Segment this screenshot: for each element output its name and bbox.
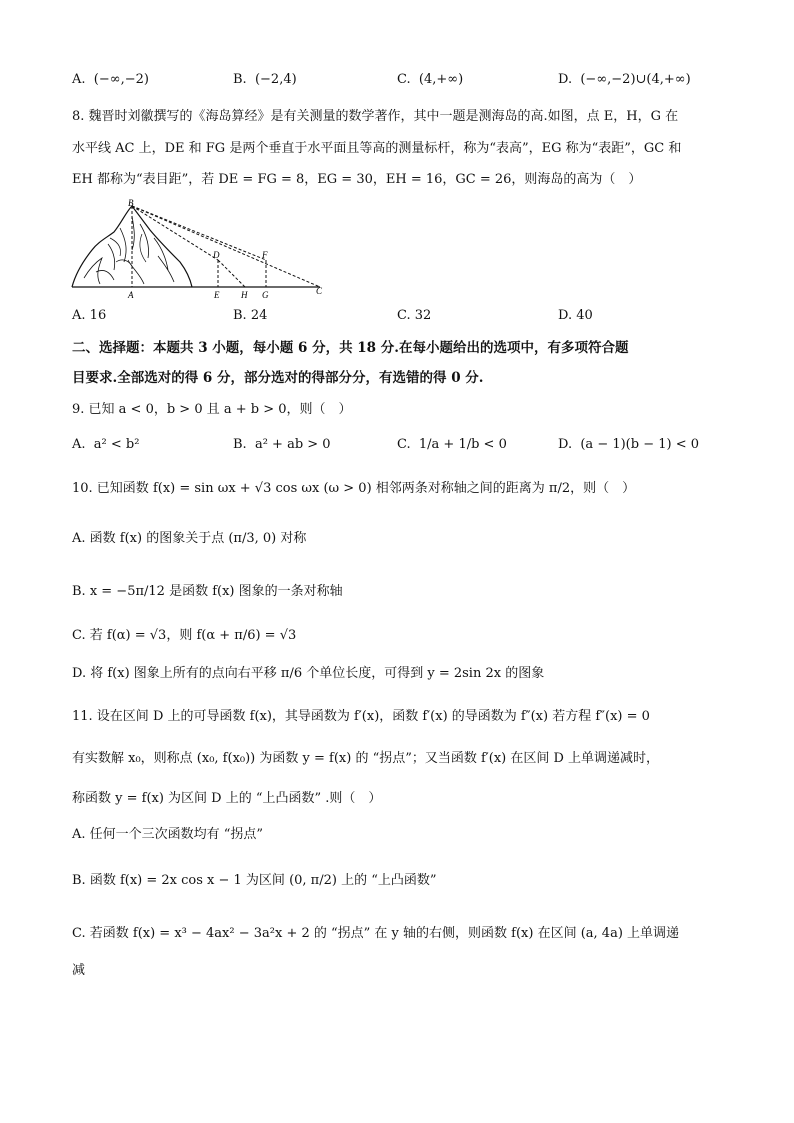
- q8-option-b: B. 24: [233, 308, 268, 323]
- q8-option-a: A. 16: [72, 308, 107, 323]
- q11-option-c-line2: 减: [72, 963, 86, 978]
- label-h: H: [241, 290, 248, 300]
- q7-option-c: C. (4,+∞): [397, 72, 464, 87]
- section2-heading-line1: 二、选择题：本题共 3 小题，每小题 6 分，共 18 分.在每小题给出的选项中，有多项符合题: [72, 340, 629, 356]
- q11-option-c-line1: C. 若函数 f(x) = x³ − 4ax² − 3a²x + 2 的 “拐点” 在 y 轴的右侧，则函数 f(x) 在区间 (a, 4a) 上单调递: [72, 926, 680, 941]
- q9-option-b: B. a² + ab > 0: [233, 437, 331, 452]
- label-f: F: [262, 250, 268, 260]
- q10-option-b: B. x = −5π/12 是函数 f(x) 图象的一条对称轴: [72, 584, 343, 599]
- q9-option-d: D. (a − 1)(b − 1) < 0: [558, 437, 700, 452]
- q8-stem-line2: 水平线 AC 上，DE 和 FG 是两个垂直于水平面且等高的测量标杆，称为“表高”，EG 称为“表距”，GC 和: [72, 141, 682, 156]
- q7-option-a: A. (−∞,−2): [72, 72, 149, 87]
- q10-option-c: C. 若 f(α) = √3，则 f(α + π/6) = √3: [72, 628, 297, 643]
- label-a: A: [128, 290, 134, 300]
- label-e: E: [214, 290, 220, 300]
- q10-option-d: D. 将 f(x) 图象上所有的点向右平移 π/6 个单位长度，可得到 y = 2sin 2x 的图象: [72, 666, 545, 681]
- q8-stem-line3: EH 都称为“表目距”，若 DE = FG = 8，EG = 30，EH = 16，GC = 26，则海岛的高为（ ）: [72, 172, 642, 187]
- label-g: G: [262, 290, 269, 300]
- q10-option-a: A. 函数 f(x) 的图象关于点 (π/3, 0) 对称: [72, 531, 307, 546]
- section2-heading-line2: 目要求.全部选对的得 6 分，部分选对的得部分分，有选错的得 0 分.: [72, 370, 484, 386]
- q8-stem-line1: 8. 魏晋时刘徽撰写的《海岛算经》是有关测量的数学著作，其中一题是测海岛的高.如图，点 E，H，G 在: [72, 109, 679, 124]
- island-figure: [70, 198, 332, 300]
- q11-option-a: A. 任何一个三次函数均有 “拐点”: [72, 827, 264, 842]
- label-b: B: [128, 198, 134, 208]
- q11-stem-line3: 称函数 y = f(x) 为区间 D 上的 “上凸函数” .则（ ）: [72, 791, 382, 806]
- label-d: D: [213, 250, 220, 260]
- q10-stem: 10. 已知函数 f(x) = sin ωx + √3 cos ωx (ω > 0) 相邻两条对称轴之间的距离为 π/2，则（ ）: [72, 481, 636, 496]
- q11-stem-line2: 有实数解 x₀，则称点 (x₀, f(x₀)) 为函数 y = f(x) 的 “拐点”；又当函数 f′(x) 在区间 D 上单调递减时，: [72, 751, 660, 766]
- q8-option-c: C. 32: [397, 308, 432, 323]
- q11-stem-line1: 11. 设在区间 D 上的可导函数 f(x)，其导函数为 f′(x)，函数 f′(x) 的导函数为 f″(x) 若方程 f″(x) = 0: [72, 709, 650, 724]
- q9-stem: 9. 已知 a < 0，b > 0 且 a + b > 0，则（ ）: [72, 402, 352, 417]
- q9-option-a: A. a² < b²: [72, 437, 140, 452]
- q9-option-c: C. 1/a + 1/b < 0: [397, 437, 507, 452]
- q7-option-b: B. (−2,4): [233, 72, 297, 87]
- label-c: C: [316, 286, 323, 296]
- q7-option-d: D. (−∞,−2)∪(4,+∞): [558, 72, 691, 87]
- q11-option-b: B. 函数 f(x) = 2x cos x − 1 为区间 (0, π/2) 上的 “上凸函数”: [72, 873, 437, 888]
- q8-option-d: D. 40: [558, 308, 593, 323]
